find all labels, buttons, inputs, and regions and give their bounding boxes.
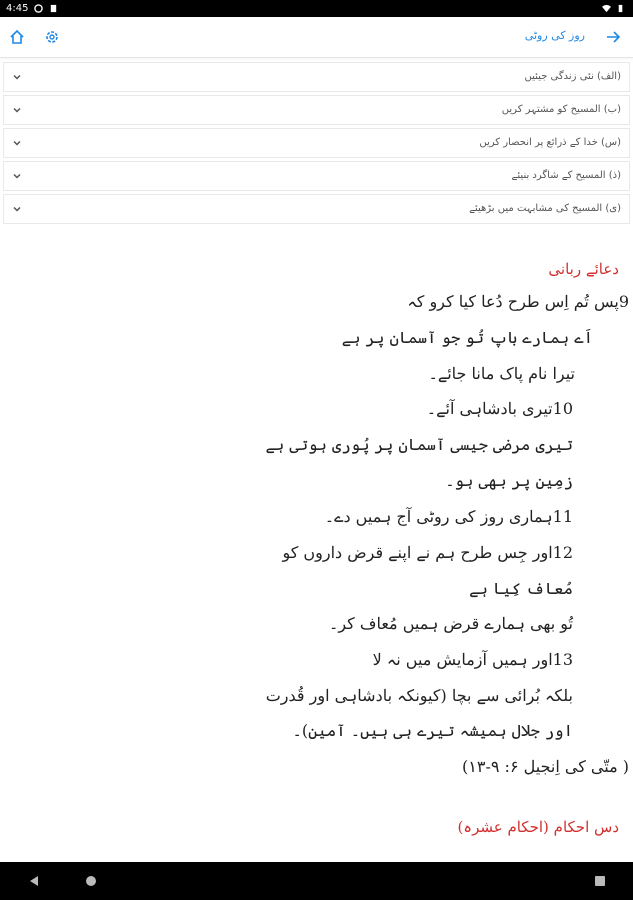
notification-icon — [34, 4, 43, 13]
settings-icon[interactable] — [44, 29, 60, 45]
section-item[interactable] — [3, 161, 630, 191]
scripture-reference: ( متّی کی اِنجیل ۶: ۹-۱۳) — [462, 757, 629, 776]
section-label: (ب) المسیح کو مشتہر کریں — [501, 104, 621, 115]
verse-line: 11ہماری روز کی روٹی آج ہمیں دے۔ — [324, 507, 573, 526]
chevron-down-icon — [12, 171, 22, 181]
verse-line: 10تیری بادشاہی آئے۔ — [426, 399, 573, 418]
recents-nav-icon[interactable] — [592, 873, 608, 889]
status-time: 4:45 — [6, 3, 29, 14]
chevron-down-icon — [12, 138, 22, 148]
section-item[interactable] — [3, 62, 630, 92]
status-bar — [0, 0, 633, 17]
back-nav-icon[interactable] — [26, 873, 42, 889]
section-label: (ذ) المسیح کے شاگرد بنیئے — [511, 170, 621, 181]
chevron-down-icon — [12, 105, 22, 115]
back-arrow-icon[interactable] — [605, 29, 621, 45]
verse-line: اَے ہمارے باپ تُو جو آسمان پر ہے — [341, 328, 593, 347]
chevron-down-icon — [12, 204, 22, 214]
verse-line: بلکہ بُرائی سے بچا (کیونکہ بادشاہی اور قُدرت — [265, 686, 573, 705]
section-item[interactable] — [3, 128, 630, 158]
navigation-bar — [0, 862, 633, 900]
app-bar — [0, 17, 633, 58]
verse-line: تیری مرضی جیسی آسمان پر پُوری ہوتی ہے — [265, 435, 573, 454]
section-label: (س) خدا کے ذرائع پر انحصار کریں — [479, 137, 621, 148]
verse-line: 12اور جِس طرح ہم نے اپنے قرض داروں کو — [282, 543, 573, 562]
verse-line: اور جلال ہمیشہ تیرے ہی ہیں۔ آمین)۔ — [292, 721, 573, 740]
verse-line: تُو بھی ہمارے قرض ہمیں مُعاف کر۔ — [328, 614, 573, 633]
prayer-heading: دعائے ربانی — [548, 260, 619, 278]
content-area[interactable] — [0, 240, 633, 860]
verse-line: مُعاف کِیا ہے — [469, 579, 573, 598]
section-label: (ی) المسیح کی مشابہت میں بڑھیئے — [469, 203, 621, 214]
commandments-heading: دس احکام (احکام عشرہ) — [457, 818, 619, 836]
sd-card-icon — [49, 4, 58, 13]
chevron-down-icon — [12, 72, 22, 82]
section-item[interactable] — [3, 194, 630, 224]
section-label: (الف) نئی زندگی جیئیں — [524, 71, 621, 82]
home-nav-icon[interactable] — [83, 873, 99, 889]
verse-line: 9پس تُم اِس طرح دُعا کیا کرو کہ — [407, 292, 629, 311]
section-list — [3, 62, 630, 227]
verse-line: زمِین پر بھی ہو۔ — [445, 471, 573, 490]
verse-line: 13اور ہمیں آزمایش میں نہ لا — [372, 650, 573, 669]
battery-icon — [616, 4, 625, 13]
section-item[interactable] — [3, 95, 630, 125]
page-title: روز کی روٹی — [524, 29, 585, 42]
wifi-icon — [602, 4, 611, 13]
home-icon[interactable] — [9, 29, 25, 45]
verse-line: تیرا نام پاک مانا جائے۔ — [428, 364, 575, 383]
